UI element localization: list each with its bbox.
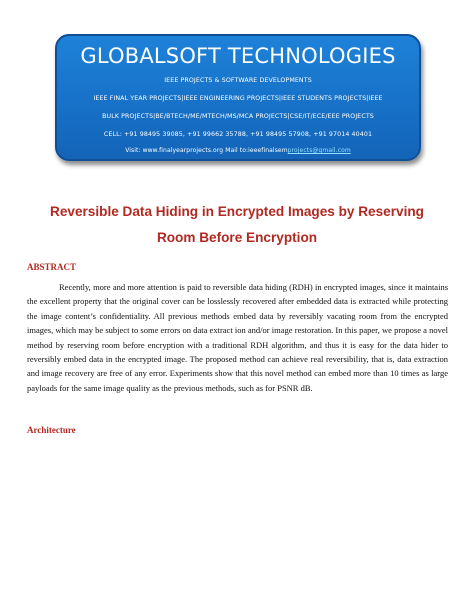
banner-contact-phones: CELL: +91 98495 39085, +91 99662 35788, +91 98495 57908, +91 97014 40401 — [103, 131, 373, 138]
banner-tagline: IEEE PROJECTS & SOFTWARE DEVELOPMENTS — [164, 77, 312, 84]
document-title-line-1: Reversible Data Hiding in Encrypted Images by Reserving — [50, 204, 424, 219]
banner-visit-mail-text: Visit: www.finalyearprojects.org Mail to:ieeefinalsem — [125, 147, 288, 154]
abstract-heading: ABSTRACT — [27, 262, 77, 272]
banner-contact-web-mail — [57, 147, 419, 154]
banner-projects-line-2: BULK PROJECTS|BE/BTECH/ME/MTECH/MS/MCA PROJECTS|CSE/IT/ECE/EEE PROJECTS — [102, 113, 374, 120]
document-title-line-2: Room Before Encryption — [156, 230, 318, 245]
company-banner — [55, 34, 421, 161]
email-link[interactable]: projects@gmail.com — [287, 147, 351, 154]
architecture-heading: Architecture — [27, 425, 76, 435]
banner-projects-line-1: IEEE FINAL YEAR PROJECTS|IEEE ENGINEERING PROJECTS|IEEE STUDENTS PROJECTS|IEEE — [93, 95, 383, 102]
company-name: GLOBALSOFT TECHNOLOGIES — [80, 44, 396, 68]
abstract-paragraph: Recently, more and more attention is paid to reversible data hiding (RDH) in encrypted images, since it maintains the excellent property that the original cover can be losslessly recovered after embedded data is extracted while protecting the image content’s confidentiality. All previous methods embed data by reversibly vacating room from the encrypted images, which may be subject to some errors on data extract ion and/or image restoration. In this paper, we propose a novel method by reserving room before encryption with a traditional RDH algorithm, and thus it is easy for the data hider to reversibly embed data in the encrypted image. The proposed method can achieve real reversibility, that is, data extraction and image recovery are free of any error. Experiments show that this novel method can embed more than 10 times as large payloads for the same image quality as the previous methods, such as for PSNR dB. — [27, 282, 448, 393]
